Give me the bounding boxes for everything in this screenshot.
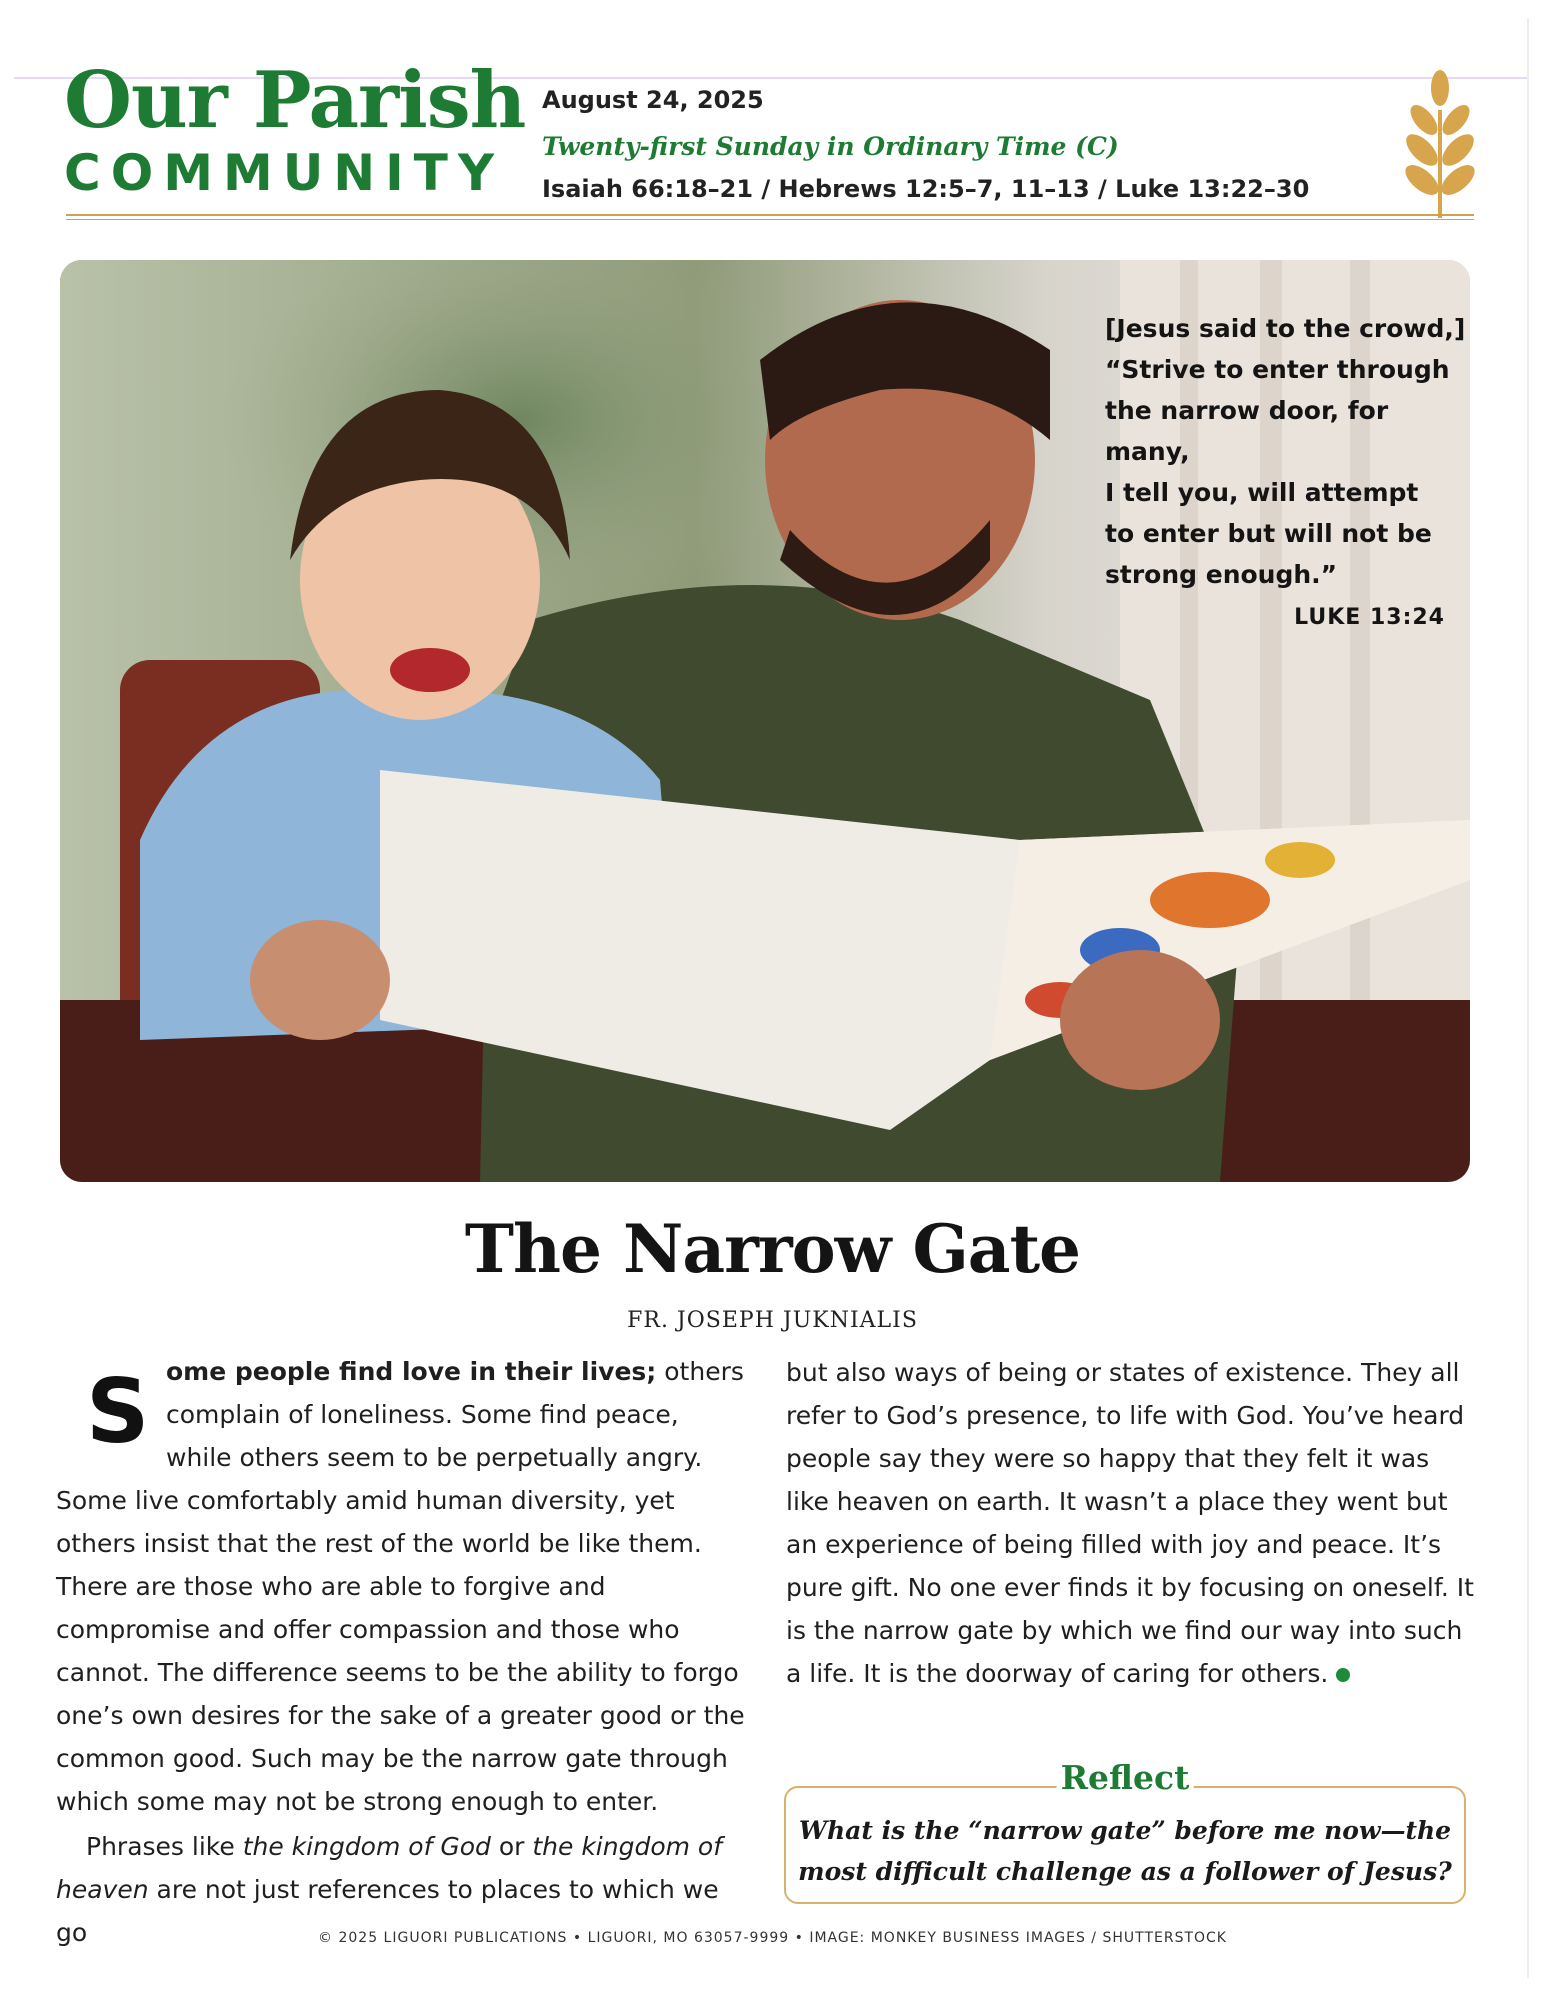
paragraph-2-continued bbox=[786, 1351, 1476, 1695]
paragraph-2-text-b: or bbox=[490, 1832, 533, 1861]
logo-line-2: COMMUNITY bbox=[64, 144, 505, 202]
masthead-rule-thin bbox=[66, 219, 1474, 220]
paragraph-2-text-a: Phrases like bbox=[86, 1832, 243, 1861]
masthead-logo bbox=[64, 55, 526, 202]
article-column-1 bbox=[56, 1350, 746, 1954]
liturgical-day: Twenty-first Sunday in Ordinary Time (C) bbox=[542, 132, 1119, 161]
page-edge bbox=[1527, 18, 1529, 1978]
issue-date: August 24, 2025 bbox=[542, 86, 764, 114]
wheat-icon bbox=[1400, 70, 1480, 220]
masthead-rule bbox=[66, 214, 1474, 216]
article-column-2 bbox=[786, 1351, 1476, 1695]
paragraph-1 bbox=[56, 1350, 746, 1823]
paragraph-2-italic-1: the kingdom of God bbox=[242, 1832, 491, 1861]
masthead-info bbox=[542, 86, 1309, 203]
footer-credit: © 2025 LIGUORI PUBLICATIONS • LIGUORI, MO 63057-9999 • IMAGE: MONKEY BUSINESS IMAGES / SHUTTERSTOCK bbox=[318, 1930, 1227, 1946]
drop-cap: S bbox=[86, 1360, 150, 1463]
reflect-title: Reflect bbox=[1057, 1758, 1194, 1797]
article-title: The Narrow Gate bbox=[464, 1210, 1081, 1288]
logo-line-1: Our Parish bbox=[64, 55, 526, 146]
lead-in: ome people find love in their lives; bbox=[166, 1357, 657, 1386]
end-mark-icon bbox=[1336, 1668, 1350, 1682]
column-2-text: but also ways of being or states of existence. They all refer to God’s presence, to life with God. You’ve heard people say they were so happy that they felt it was like heaven on earth. It wasn’t a place they went but an experience of being filled with joy and peace. It’s pure gift. No one ever finds it by focusing on oneself. It is the narrow gate by which we find our way into such a life. It is the doorway of caring for others. bbox=[786, 1358, 1474, 1688]
article-byline: FR. JOSEPH JUKNIALIS bbox=[627, 1308, 918, 1333]
readings: Isaiah 66:18–21 / Hebrews 12:5–7, 11–13 / Luke 13:22–30 bbox=[542, 175, 1310, 203]
scripture-quote bbox=[1105, 308, 1475, 630]
reflect-box bbox=[784, 1758, 1466, 1904]
paragraph-2-italic-2: the kingdom of heaven bbox=[56, 1832, 723, 1904]
reflect-question: What is the “narrow gate” before me now—the most difficult challenge as a follower of Jesus? bbox=[798, 1816, 1452, 1886]
paragraph-2-text-c: are not just references to places to which we go bbox=[56, 1875, 719, 1947]
paragraph-1-text: others complain of loneliness. Some find peace, while others seem to be perpetually angry. Some live comfortably amid human diversity, yet others insist that the rest of the world be like them. There are those who are able to forgive and compromise and offer compassion and those who cannot. The difference seems to be the ability to forgo one’s own desires for the sake of a greater good or the common good. Such may be the narrow gate through which some may not be strong enough to enter. bbox=[56, 1357, 745, 1816]
quote-citation: LUKE 13:24 bbox=[1294, 605, 1445, 630]
quote-text: [Jesus said to the crowd,] “Strive to enter through the narrow door, for many, I tell you, will attempt to enter but will not be strong enough.” bbox=[1105, 314, 1466, 589]
